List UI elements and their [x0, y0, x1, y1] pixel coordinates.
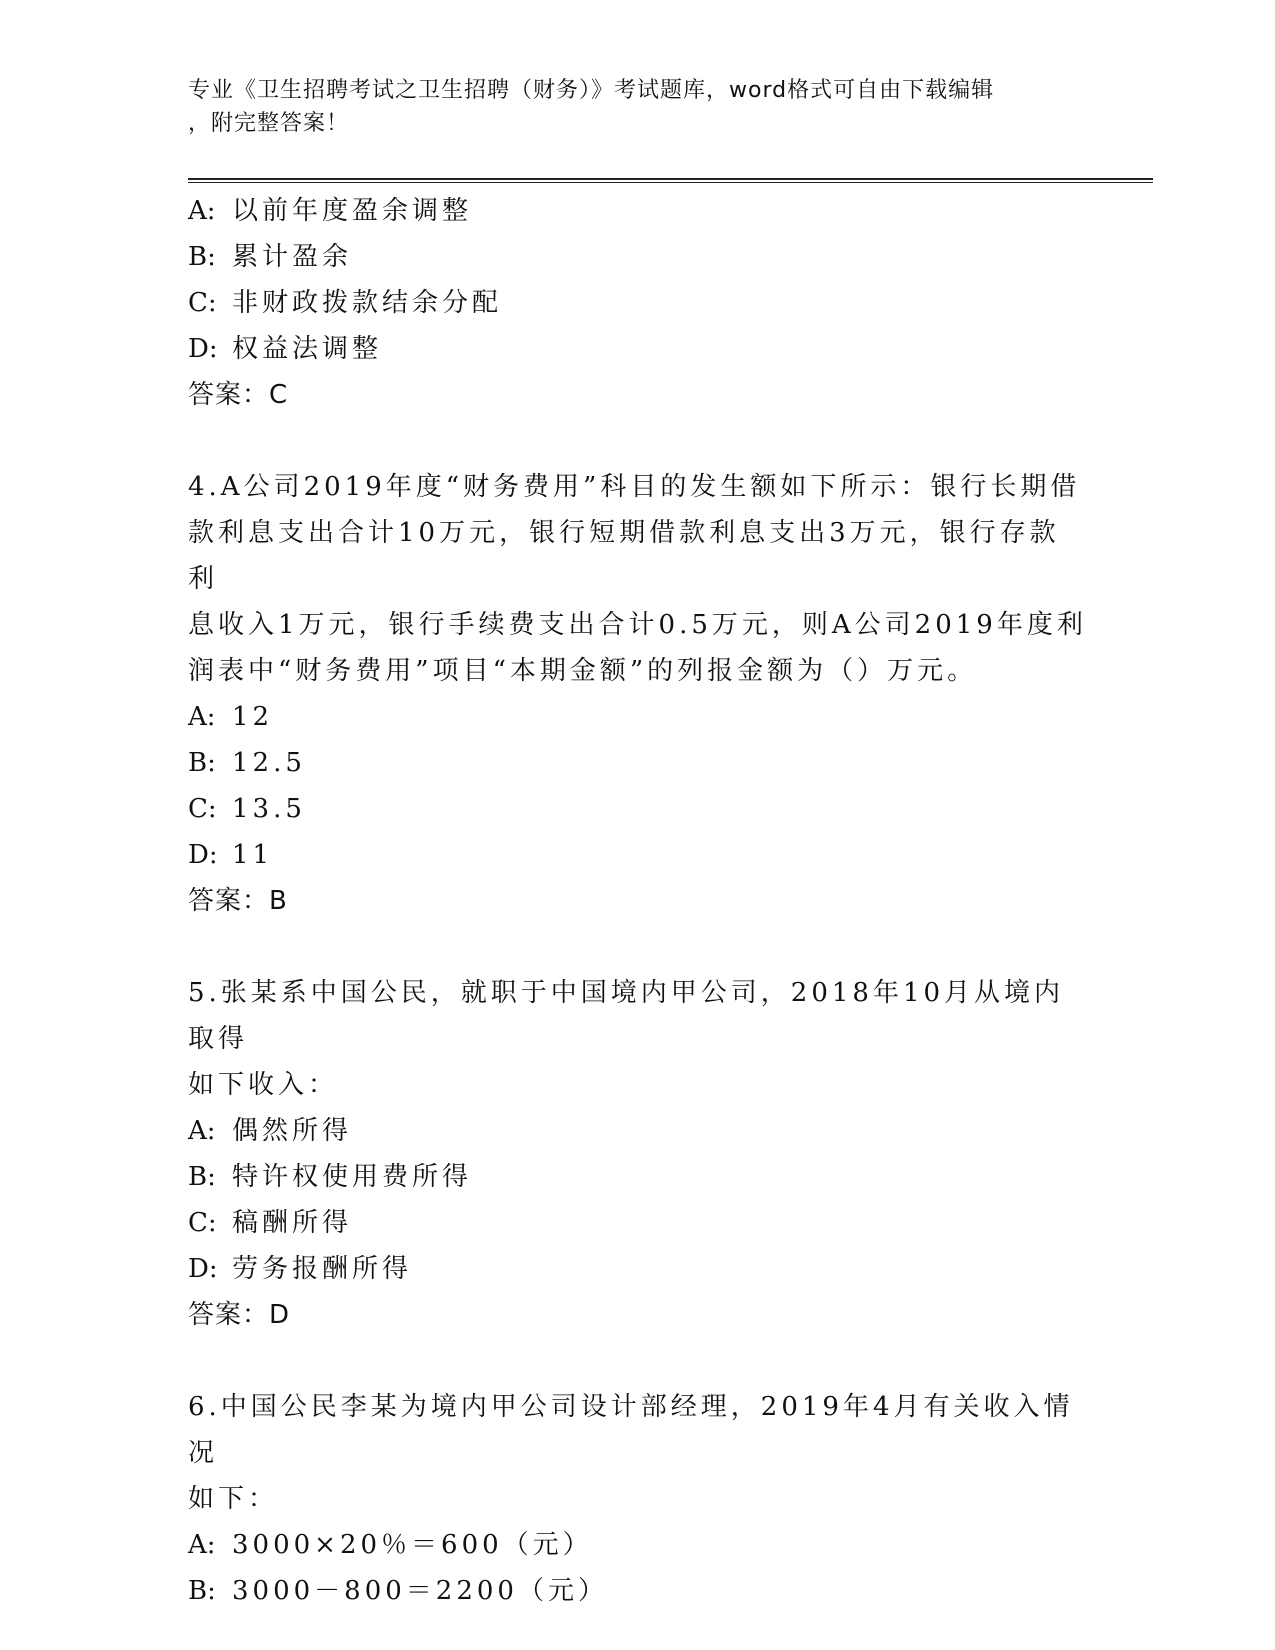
- header-line-2: ，附完整答案！: [188, 111, 350, 136]
- option-c: C: 稿酬所得: [188, 1208, 353, 1238]
- header-line-1: 专业《卫生招聘考试之卫生招聘（财务）》考试题库，word格式可自由下载编辑: [188, 78, 995, 103]
- question-text: [188, 464, 1088, 694]
- question-text: [188, 1384, 1088, 1522]
- option-a: A: 偶然所得: [188, 1116, 353, 1146]
- option-d: D: 11: [188, 840, 274, 870]
- question-line: 款利息支出合计10万元，银行短期借款利息支出3万元，银行存款利: [188, 518, 1060, 594]
- answer: 答案：D: [188, 1300, 291, 1330]
- option-a: A: 以前年度盈余调整: [188, 196, 473, 226]
- question-text: [188, 970, 1088, 1108]
- question-line: 润表中“财务费用”项目“本期金额”的列报金额为（）万元。: [188, 656, 978, 686]
- option-b: B: 3000－800＝2200（元）: [188, 1576, 608, 1606]
- question-4: [188, 464, 1088, 924]
- question-5: [188, 970, 1088, 1338]
- option-d: D: 权益法调整: [188, 334, 383, 364]
- option-c: C: 非财政拨款结余分配: [188, 288, 503, 318]
- option-a: A: 12: [188, 702, 274, 732]
- option-d: D: 劳务报酬所得: [188, 1254, 413, 1284]
- answer: 答案：B: [188, 886, 288, 916]
- question-list: [188, 188, 1088, 1614]
- answer: 答案：C: [188, 380, 289, 410]
- question-line: 6.中国公民李某为境内甲公司设计部经理，2019年4月有关收入情况: [188, 1392, 1074, 1468]
- document-header: [188, 74, 1088, 140]
- option-c: C: 13.5: [188, 794, 306, 824]
- question-line: 5.张某系中国公民，就职于中国境内甲公司，2018年10月从境内取得: [188, 978, 1065, 1054]
- question-line: 如下：: [188, 1484, 279, 1514]
- option-b: B: 12.5: [188, 748, 306, 778]
- question-3: [188, 188, 1088, 418]
- option-b: B: 特许权使用费所得: [188, 1162, 473, 1192]
- question-line: 息收入1万元，银行手续费支出合计0.5万元，则A公司2019年度利: [188, 610, 1087, 640]
- question-6: [188, 1384, 1088, 1614]
- question-line: 如下收入：: [188, 1070, 339, 1100]
- option-b: B: 累计盈余: [188, 242, 353, 272]
- option-a: A: 3000×20％＝600（元）: [188, 1530, 593, 1560]
- header-divider: [188, 178, 1153, 183]
- question-line: 4.A公司2019年度“财务费用”科目的发生额如下所示：银行长期借: [188, 472, 1081, 502]
